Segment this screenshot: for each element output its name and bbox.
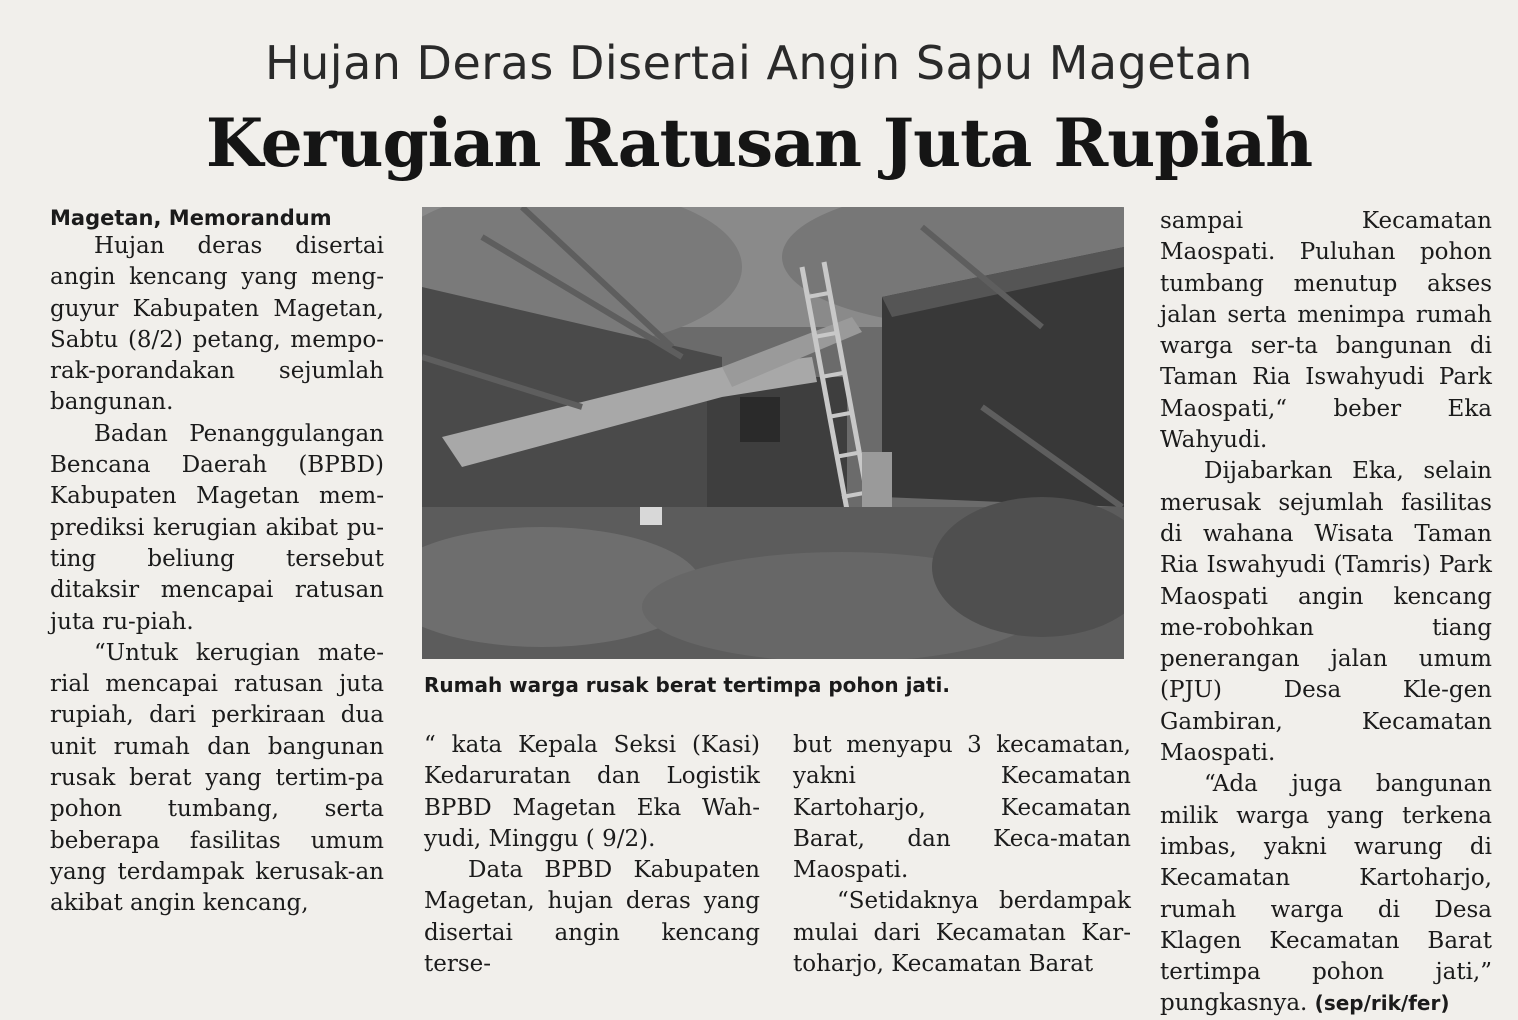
author-signature: (sep/rik/fer)	[1314, 991, 1450, 1016]
kicker-headline: Hujan Deras Disertai Angin Sapu Magetan	[265, 36, 1253, 90]
article-column-3	[793, 730, 1131, 980]
paragraph-text: “Ada juga bangunan milik warga yang terkena imbas, yakni warung di Kecamatan Kartoharjo, rumah warga di Desa Klagen Kecamatan Barat tertimpa pohon jati,” pungkasnya.	[1160, 771, 1492, 1017]
paragraph: “Untuk kerugian mate-rial mencapai ratusan juta rupiah, dari perkiraan dua unit rumah dan bangunan rusak berat yang tertim-pa pohon tumbang, serta beberapa fasilitas umum yang terdampak kerusak-an akibat angin kencang,	[50, 639, 384, 917]
paragraph: Hujan deras disertai angin kencang yang meng-guyur Kabupaten Magetan, Sabtu (8/2) petang, mempo-rak-porandakan sejumlah bangunan.	[50, 233, 384, 416]
article-column-4	[1160, 206, 1492, 1020]
news-photo	[422, 207, 1124, 659]
paragraph	[1160, 769, 1492, 1019]
paragraph: Badan Penanggulangan Bencana Daerah (BPBD) Kabupaten Magetan mem-prediksi kerugian akibat pu-ting beliung tersebut ditaksir mencapai ratusan juta ru-piah.	[50, 420, 384, 635]
photo-caption: Rumah warga rusak berat tertimpa pohon jati.	[424, 673, 950, 697]
paragraph: Dijabarkan Eka, selain merusak sejumlah fasilitas di wahana Wisata Taman Ria Iswahyudi (Tamris) Park Maospati angin kencang me-robohkan tiang penerangan jalan umum (PJU) Desa Kle-gen Gambiran, Kecamatan Maospati.	[1160, 458, 1492, 767]
paragraph: but menyapu 3 kecamatan, yakni Kecamatan Kartoharjo, Kecamatan Barat, dan Keca-matan Maospati.	[793, 732, 1131, 884]
paragraph: sampai Kecamatan Maospati. Puluhan pohon tumbang menutup akses jalan serta menimpa rumah warga ser-ta bangunan di Taman Ria Iswahyudi Park Maospati,“ beber Eka Wahyudi.	[1160, 208, 1492, 454]
photo-fallen-tree-house	[422, 207, 1124, 659]
paragraph: “ kata Kepala Seksi (Kasi) Kedaruratan dan Logistik BPBD Magetan Eka Wah-yudi, Minggu ( 9/2).	[424, 732, 760, 852]
paragraph: Data BPBD Kabupaten Magetan, hujan deras yang disertai angin kencang terse-	[424, 857, 760, 978]
dateline: Magetan, Memorandum	[50, 206, 332, 230]
article-column-2	[424, 730, 760, 980]
paragraph: “Setidaknya berdampak mulai dari Kecamatan Kar-toharjo, Kecamatan Barat	[793, 888, 1131, 978]
article-column-1	[50, 206, 384, 920]
main-headline: Kerugian Ratusan Juta Rupiah	[205, 104, 1313, 182]
